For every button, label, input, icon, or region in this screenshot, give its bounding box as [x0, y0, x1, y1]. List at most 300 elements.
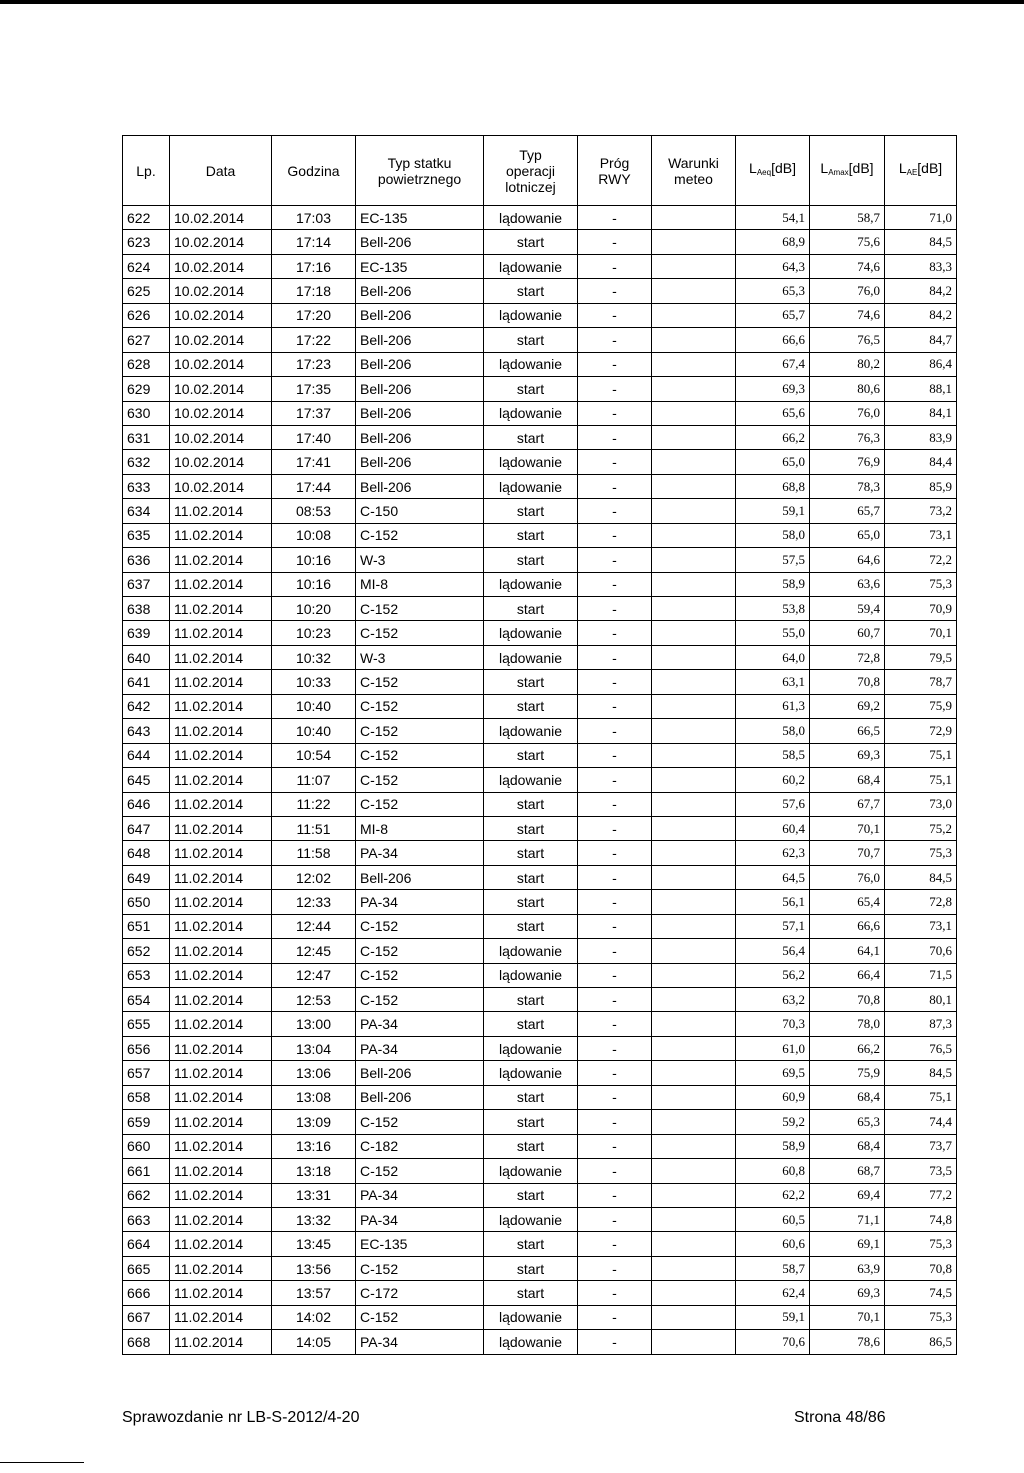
cell-time: 13:45 [272, 1232, 356, 1256]
cell-date: 11.02.2014 [170, 914, 272, 938]
cell-lamax: 76,9 [810, 450, 885, 474]
cell-weather [652, 1061, 736, 1085]
cell-aircraft-type: C-152 [356, 743, 484, 767]
table-row [123, 1061, 957, 1085]
table-row [123, 694, 957, 718]
cell-aircraft-type: PA-34 [356, 1330, 484, 1354]
cell-lamax: 64,1 [810, 939, 885, 963]
cell-lamax: 70,1 [810, 816, 885, 840]
cell-lae: 83,3 [885, 254, 957, 278]
cell-aircraft-type: Bell-206 [356, 425, 484, 449]
cell-aircraft-type: C-152 [356, 914, 484, 938]
cell-weather [652, 792, 736, 816]
cell-date: 11.02.2014 [170, 890, 272, 914]
cell-date: 10.02.2014 [170, 254, 272, 278]
cell-date: 11.02.2014 [170, 1134, 272, 1158]
cell-laeq: 58,0 [736, 523, 810, 547]
cell-laeq: 58,9 [736, 572, 810, 596]
cell-time: 13:16 [272, 1134, 356, 1158]
cell-lp: 633 [123, 474, 170, 498]
cell-threshold: - [578, 914, 652, 938]
cell-time: 10:40 [272, 694, 356, 718]
cell-lae: 84,5 [885, 1061, 957, 1085]
cell-threshold: - [578, 963, 652, 987]
cell-threshold: - [578, 474, 652, 498]
cell-date: 10.02.2014 [170, 377, 272, 401]
table-row [123, 328, 957, 352]
table-row [123, 963, 957, 987]
cell-laeq: 69,3 [736, 377, 810, 401]
cell-time: 13:31 [272, 1183, 356, 1207]
cell-operation-type: start [484, 523, 578, 547]
cell-date: 11.02.2014 [170, 1330, 272, 1354]
cell-time: 10:16 [272, 572, 356, 596]
cell-lae: 80,1 [885, 988, 957, 1012]
cell-weather [652, 694, 736, 718]
cell-date: 11.02.2014 [170, 670, 272, 694]
cell-threshold: - [578, 279, 652, 303]
cell-aircraft-type: C-150 [356, 499, 484, 523]
cell-threshold: - [578, 1159, 652, 1183]
cell-weather [652, 1256, 736, 1280]
cell-laeq: 60,4 [736, 816, 810, 840]
cell-time: 12:44 [272, 914, 356, 938]
cell-operation-type: lądowanie [484, 1305, 578, 1329]
cell-aircraft-type: EC-135 [356, 206, 484, 230]
cell-operation-type: start [484, 988, 578, 1012]
cell-operation-type: start [484, 1110, 578, 1134]
cell-operation-type: start [484, 1232, 578, 1256]
cell-operation-type: lądowanie [484, 1061, 578, 1085]
table-row [123, 670, 957, 694]
cell-lamax: 60,7 [810, 621, 885, 645]
cell-time: 17:37 [272, 401, 356, 425]
cell-weather [652, 939, 736, 963]
cell-weather [652, 768, 736, 792]
cell-lp: 648 [123, 841, 170, 865]
cell-lamax: 76,0 [810, 865, 885, 889]
cell-date: 11.02.2014 [170, 1036, 272, 1060]
cell-time: 10:40 [272, 719, 356, 743]
cell-lp: 667 [123, 1305, 170, 1329]
cell-laeq: 60,2 [736, 768, 810, 792]
cell-time: 12:45 [272, 939, 356, 963]
cell-lamax: 76,0 [810, 401, 885, 425]
cell-lae: 72,9 [885, 719, 957, 743]
table-row [123, 1281, 957, 1305]
footnote-rule [0, 1462, 84, 1463]
cell-weather [652, 1232, 736, 1256]
table-row [123, 645, 957, 669]
cell-lamax: 72,8 [810, 645, 885, 669]
table-row [123, 1305, 957, 1329]
cell-threshold: - [578, 988, 652, 1012]
cell-lae: 76,5 [885, 1036, 957, 1060]
cell-laeq: 59,2 [736, 1110, 810, 1134]
cell-laeq: 64,5 [736, 865, 810, 889]
cell-operation-type: lądowanie [484, 401, 578, 425]
cell-time: 11:22 [272, 792, 356, 816]
cell-time: 17:16 [272, 254, 356, 278]
cell-date: 11.02.2014 [170, 523, 272, 547]
cell-weather [652, 450, 736, 474]
cell-lae: 75,1 [885, 743, 957, 767]
cell-lae: 84,7 [885, 328, 957, 352]
cell-laeq: 62,4 [736, 1281, 810, 1305]
cell-laeq: 61,3 [736, 694, 810, 718]
cell-aircraft-type: Bell-206 [356, 865, 484, 889]
cell-weather [652, 303, 736, 327]
cell-laeq: 66,6 [736, 328, 810, 352]
table-row [123, 743, 957, 767]
cell-aircraft-type: Bell-206 [356, 328, 484, 352]
cell-aircraft-type: Bell-206 [356, 352, 484, 376]
cell-lp: 665 [123, 1256, 170, 1280]
cell-lae: 75,3 [885, 1305, 957, 1329]
cell-lamax: 68,4 [810, 768, 885, 792]
cell-lp: 641 [123, 670, 170, 694]
cell-date: 11.02.2014 [170, 963, 272, 987]
cell-time: 12:53 [272, 988, 356, 1012]
cell-laeq: 62,2 [736, 1183, 810, 1207]
cell-lp: 624 [123, 254, 170, 278]
cell-threshold: - [578, 1232, 652, 1256]
cell-lamax: 68,7 [810, 1159, 885, 1183]
cell-lamax: 78,3 [810, 474, 885, 498]
table-row [123, 1134, 957, 1158]
cell-date: 11.02.2014 [170, 939, 272, 963]
cell-operation-type: lądowanie [484, 1207, 578, 1231]
cell-aircraft-type: C-152 [356, 1159, 484, 1183]
cell-operation-type: start [484, 792, 578, 816]
header-lae-base: L [898, 160, 907, 176]
cell-threshold: - [578, 328, 652, 352]
cell-threshold: - [578, 499, 652, 523]
cell-lae: 74,5 [885, 1281, 957, 1305]
cell-threshold: - [578, 939, 652, 963]
cell-lp: 655 [123, 1012, 170, 1036]
cell-date: 11.02.2014 [170, 499, 272, 523]
cell-operation-type: start [484, 743, 578, 767]
cell-threshold: - [578, 768, 652, 792]
cell-date: 10.02.2014 [170, 401, 272, 425]
cell-weather [652, 1207, 736, 1231]
cell-date: 11.02.2014 [170, 1061, 272, 1085]
cell-weather [652, 1012, 736, 1036]
cell-weather [652, 865, 736, 889]
cell-aircraft-type: Bell-206 [356, 1085, 484, 1109]
cell-date: 10.02.2014 [170, 328, 272, 352]
table-row [123, 206, 957, 230]
cell-time: 10:08 [272, 523, 356, 547]
cell-lae: 70,9 [885, 597, 957, 621]
cell-lamax: 70,8 [810, 670, 885, 694]
cell-aircraft-type: PA-34 [356, 1207, 484, 1231]
cell-laeq: 55,0 [736, 621, 810, 645]
cell-time: 10:20 [272, 597, 356, 621]
cell-weather [652, 988, 736, 1012]
cell-operation-type: lądowanie [484, 206, 578, 230]
cell-lamax: 69,2 [810, 694, 885, 718]
cell-date: 11.02.2014 [170, 1110, 272, 1134]
cell-date: 11.02.2014 [170, 1012, 272, 1036]
cell-operation-type: lądowanie [484, 1159, 578, 1183]
cell-operation-type: start [484, 816, 578, 840]
table-row [123, 1207, 957, 1231]
header-lamax-base: L [820, 160, 829, 176]
cell-laeq: 57,1 [736, 914, 810, 938]
cell-lae: 79,5 [885, 645, 957, 669]
cell-operation-type: start [484, 841, 578, 865]
cell-laeq: 56,4 [736, 939, 810, 963]
cell-laeq: 61,0 [736, 1036, 810, 1060]
cell-threshold: - [578, 1305, 652, 1329]
table-row [123, 768, 957, 792]
table-row [123, 1012, 957, 1036]
cell-lae: 75,3 [885, 841, 957, 865]
cell-date: 11.02.2014 [170, 597, 272, 621]
cell-laeq: 53,8 [736, 597, 810, 621]
cell-laeq: 59,1 [736, 499, 810, 523]
cell-weather [652, 1281, 736, 1305]
cell-date: 10.02.2014 [170, 352, 272, 376]
header-lamax-unit: [dB] [848, 160, 874, 176]
cell-threshold: - [578, 670, 652, 694]
cell-lamax: 69,1 [810, 1232, 885, 1256]
cell-operation-type: lądowanie [484, 719, 578, 743]
cell-lae: 71,0 [885, 206, 957, 230]
cell-lp: 631 [123, 425, 170, 449]
cell-lp: 649 [123, 865, 170, 889]
cell-weather [652, 1036, 736, 1060]
header-lamax [810, 136, 885, 206]
cell-weather [652, 401, 736, 425]
cell-lae: 75,3 [885, 572, 957, 596]
cell-lp: 642 [123, 694, 170, 718]
cell-weather [652, 621, 736, 645]
cell-date: 11.02.2014 [170, 1281, 272, 1305]
header-aircraft-type-line1: Typ statku [387, 154, 452, 171]
cell-operation-type: start [484, 694, 578, 718]
cell-time: 10:33 [272, 670, 356, 694]
cell-lamax: 80,2 [810, 352, 885, 376]
cell-operation-type: start [484, 279, 578, 303]
cell-operation-type: start [484, 1183, 578, 1207]
cell-lae: 70,8 [885, 1256, 957, 1280]
cell-aircraft-type: PA-34 [356, 841, 484, 865]
cell-aircraft-type: Bell-206 [356, 1061, 484, 1085]
table-row [123, 230, 957, 254]
cell-weather [652, 816, 736, 840]
cell-operation-type: start [484, 1256, 578, 1280]
table-row [123, 914, 957, 938]
header-lp: Lp. [123, 136, 170, 206]
top-rule [0, 0, 1024, 4]
cell-lp: 645 [123, 768, 170, 792]
cell-lamax: 76,0 [810, 279, 885, 303]
cell-lp: 666 [123, 1281, 170, 1305]
table-row [123, 1232, 957, 1256]
cell-threshold: - [578, 597, 652, 621]
header-threshold-line2: RWY [598, 170, 631, 187]
cell-lamax: 70,7 [810, 841, 885, 865]
cell-lp: 652 [123, 939, 170, 963]
table-body [123, 206, 957, 1355]
header-laeq [736, 136, 810, 206]
cell-lamax: 63,6 [810, 572, 885, 596]
cell-time: 13:06 [272, 1061, 356, 1085]
cell-lae: 73,0 [885, 792, 957, 816]
header-lamax-sub: Amax [828, 168, 849, 177]
cell-aircraft-type: Bell-206 [356, 279, 484, 303]
cell-time: 11:58 [272, 841, 356, 865]
cell-lp: 653 [123, 963, 170, 987]
table-row [123, 597, 957, 621]
cell-lp: 630 [123, 401, 170, 425]
cell-lamax: 76,5 [810, 328, 885, 352]
cell-lae: 74,8 [885, 1207, 957, 1231]
table-row [123, 352, 957, 376]
cell-weather [652, 377, 736, 401]
cell-lamax: 70,8 [810, 988, 885, 1012]
cell-time: 10:16 [272, 548, 356, 572]
table-header [123, 136, 957, 206]
cell-lp: 656 [123, 1036, 170, 1060]
cell-threshold: - [578, 1134, 652, 1158]
cell-weather [652, 254, 736, 278]
cell-laeq: 57,6 [736, 792, 810, 816]
cell-aircraft-type: Bell-206 [356, 474, 484, 498]
cell-time: 11:07 [272, 768, 356, 792]
cell-date: 10.02.2014 [170, 474, 272, 498]
cell-lae: 85,9 [885, 474, 957, 498]
cell-threshold: - [578, 523, 652, 547]
header-threshold-line1: Próg [599, 154, 630, 171]
cell-lamax: 78,0 [810, 1012, 885, 1036]
cell-threshold: - [578, 743, 652, 767]
cell-laeq: 63,2 [736, 988, 810, 1012]
cell-lp: 629 [123, 377, 170, 401]
cell-aircraft-type: Bell-206 [356, 303, 484, 327]
cell-operation-type: start [484, 914, 578, 938]
cell-lae: 73,7 [885, 1134, 957, 1158]
cell-laeq: 64,0 [736, 645, 810, 669]
cell-operation-type: start [484, 328, 578, 352]
table-row [123, 719, 957, 743]
cell-threshold: - [578, 1330, 652, 1354]
cell-laeq: 63,1 [736, 670, 810, 694]
cell-time: 10:32 [272, 645, 356, 669]
cell-lamax: 66,5 [810, 719, 885, 743]
cell-weather [652, 1085, 736, 1109]
cell-laeq: 69,5 [736, 1061, 810, 1085]
cell-aircraft-type: C-172 [356, 1281, 484, 1305]
cell-weather [652, 743, 736, 767]
cell-lae: 87,3 [885, 1012, 957, 1036]
cell-weather [652, 963, 736, 987]
cell-time: 13:00 [272, 1012, 356, 1036]
cell-lamax: 80,6 [810, 377, 885, 401]
cell-date: 11.02.2014 [170, 792, 272, 816]
cell-threshold: - [578, 621, 652, 645]
cell-date: 11.02.2014 [170, 694, 272, 718]
cell-operation-type: lądowanie [484, 963, 578, 987]
cell-lp: 635 [123, 523, 170, 547]
cell-weather [652, 279, 736, 303]
cell-lae: 83,9 [885, 425, 957, 449]
cell-lp: 634 [123, 499, 170, 523]
cell-lp: 660 [123, 1134, 170, 1158]
cell-lamax: 64,6 [810, 548, 885, 572]
cell-laeq: 54,1 [736, 206, 810, 230]
header-time: Godzina [272, 136, 356, 206]
table-row [123, 279, 957, 303]
cell-date: 11.02.2014 [170, 1183, 272, 1207]
cell-lae: 77,2 [885, 1183, 957, 1207]
cell-aircraft-type: PA-34 [356, 890, 484, 914]
cell-operation-type: start [484, 597, 578, 621]
cell-date: 11.02.2014 [170, 572, 272, 596]
cell-lamax: 69,3 [810, 743, 885, 767]
cell-threshold: - [578, 1110, 652, 1134]
cell-date: 10.02.2014 [170, 230, 272, 254]
cell-laeq: 64,3 [736, 254, 810, 278]
cell-operation-type: lądowanie [484, 1036, 578, 1060]
cell-lp: 644 [123, 743, 170, 767]
footer-report-id: Sprawozdanie nr LB-S-2012/4-20 [122, 1409, 360, 1426]
cell-lp: 623 [123, 230, 170, 254]
cell-laeq: 60,5 [736, 1207, 810, 1231]
cell-weather [652, 1134, 736, 1158]
cell-laeq: 62,3 [736, 841, 810, 865]
cell-laeq: 70,3 [736, 1012, 810, 1036]
cell-date: 11.02.2014 [170, 988, 272, 1012]
cell-laeq: 68,9 [736, 230, 810, 254]
cell-lp: 663 [123, 1207, 170, 1231]
cell-operation-type: start [484, 499, 578, 523]
cell-aircraft-type: W-3 [356, 645, 484, 669]
cell-aircraft-type: Bell-206 [356, 377, 484, 401]
cell-weather [652, 719, 736, 743]
cell-date: 10.02.2014 [170, 425, 272, 449]
cell-operation-type: start [484, 670, 578, 694]
cell-threshold: - [578, 1207, 652, 1231]
cell-lamax: 69,3 [810, 1281, 885, 1305]
cell-aircraft-type: C-152 [356, 719, 484, 743]
cell-weather [652, 670, 736, 694]
cell-time: 13:32 [272, 1207, 356, 1231]
cell-date: 11.02.2014 [170, 768, 272, 792]
cell-threshold: - [578, 1256, 652, 1280]
table-row [123, 1036, 957, 1060]
cell-lae: 86,5 [885, 1330, 957, 1354]
cell-time: 13:04 [272, 1036, 356, 1060]
cell-operation-type: start [484, 377, 578, 401]
cell-weather [652, 597, 736, 621]
cell-threshold: - [578, 1012, 652, 1036]
cell-time: 13:57 [272, 1281, 356, 1305]
cell-aircraft-type: C-152 [356, 1305, 484, 1329]
cell-weather [652, 1183, 736, 1207]
cell-time: 17:35 [272, 377, 356, 401]
cell-date: 11.02.2014 [170, 841, 272, 865]
cell-date: 11.02.2014 [170, 816, 272, 840]
cell-lp: 659 [123, 1110, 170, 1134]
cell-date: 11.02.2014 [170, 865, 272, 889]
cell-threshold: - [578, 1183, 652, 1207]
table-row [123, 1183, 957, 1207]
cell-operation-type: lądowanie [484, 939, 578, 963]
